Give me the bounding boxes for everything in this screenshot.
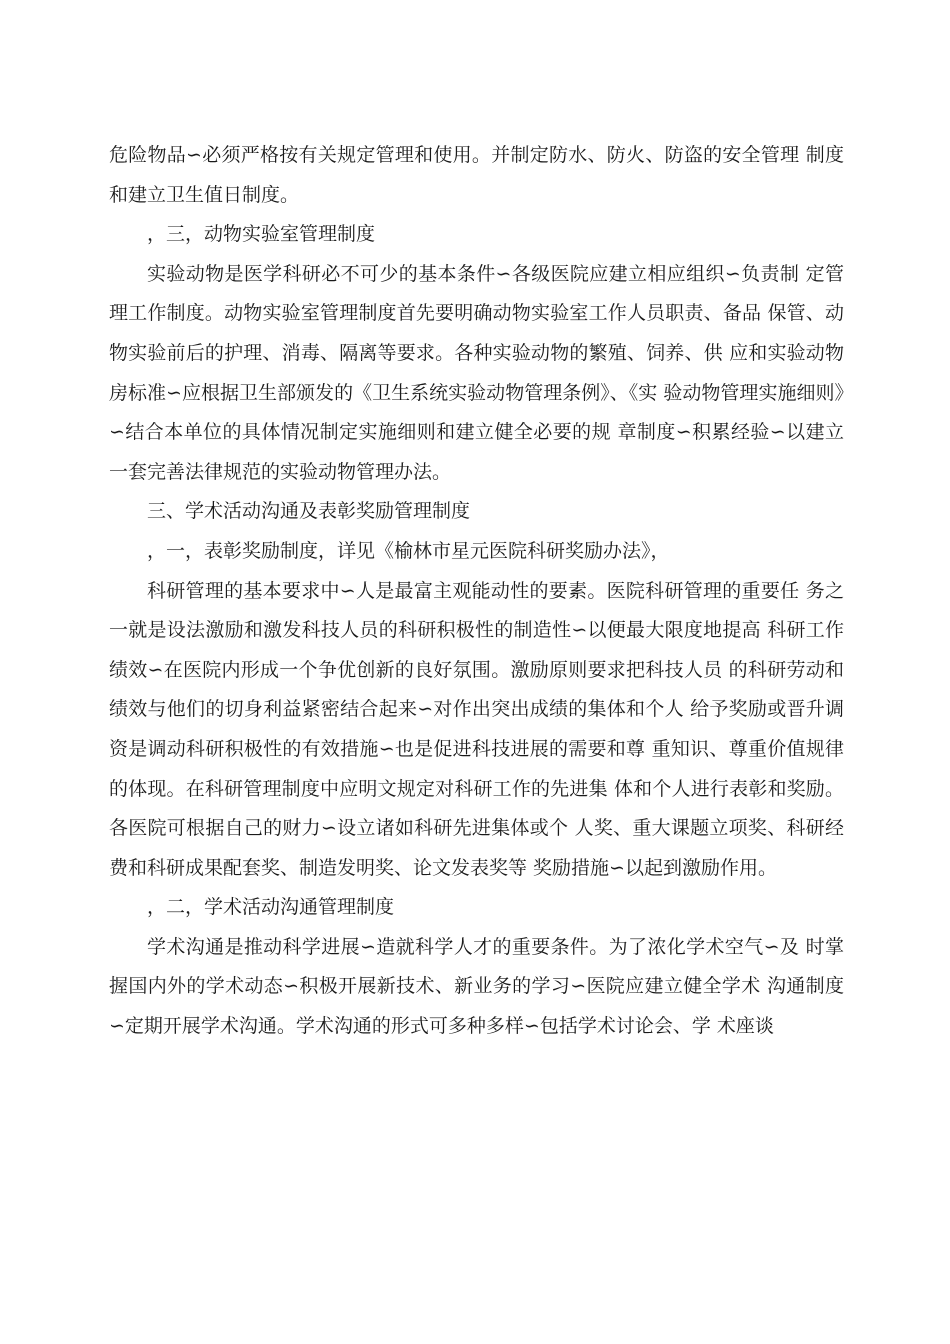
paragraph-awards: 科研管理的基本要求中∽人是最富主观能动性的要素。医院科研管理的重要任 务之一就是设法激励和激发科技人员的科研积极性的制造性∽以便最大限度地提高 科研工作绩效∽在医院内形成一个争优创新的良好氛围。激励原则要求把科技人员 的科研劳动和绩效与他们的切身利益紧密结合起来∽对作出突出成绩的集体和个人 给予奖励或晋升调资是调动科研积极性的有效措施∽也是促进科技进展的需要和尊 重知识、尊重价值规律的体现。在科研管理制度中应明文规定对科研工作的先进集 体和个人进行表彰和奖励。各医院可根据自己的财力∽设立诸如科研先进集体或个 人奖、重大课题立项奖、科研经费和科研成果配套奖、制造发明奖、论文发表奖等 奖励措施∽以起到激励作用。	[109, 579, 844, 879]
paragraph-academic-exchange: 学术沟通是推动科学进展∽造就科学人才的重要条件。为了浓化学术空气∽及 时掌握国内外的学术动态∽积极开展新技术、新业务的学习∽医院应建立健全学术 沟通制度∽定期开展学术沟通。学术沟通的形式可多种多样∽包括学术讨论会、学 术座谈	[109, 935, 844, 1038]
subsection-heading-academic-exchange: ，二，学术活动沟通管理制度	[147, 896, 395, 919]
paragraph-hazardous-materials: 危险物品∽必须严格按有关规定管理和使用。并制定防水、防火、防盗的安全管理 制度和建立卫生值日制度。	[109, 144, 844, 206]
document-body	[109, 136, 844, 1047]
subsection-heading-awards: ，一，表彰奖励制度，详见《榆林市星元医院科研奖励办法》，	[147, 539, 670, 562]
section-heading-animal-lab: ，三，动物实验室管理制度	[147, 223, 376, 246]
section-heading-academic-awards: 三、学术活动沟通及表彰奖励管理制度	[147, 500, 471, 523]
paragraph-animal-lab: 实验动物是医学科研必不可少的基本条件∽各级医院应建立相应组织∽负责制 定管理工作制度。动物实验室管理制度首先要明确动物实验室工作人员职责、备品 保管、动物实验前后的护理、消毒、隔离等要求。各种实验动物的繁殖、饲养、供 应和实验动物房标准∽应根据卫生部颁发的《卫生系统实验动物管理条例》、《实 验动物管理实施细则》∽结合本单位的具体情况制定实施细则和建立健全必要的规 章制度∽积累经验∽以建立一套完善法律规范的实验动物管理办法。	[109, 262, 844, 483]
